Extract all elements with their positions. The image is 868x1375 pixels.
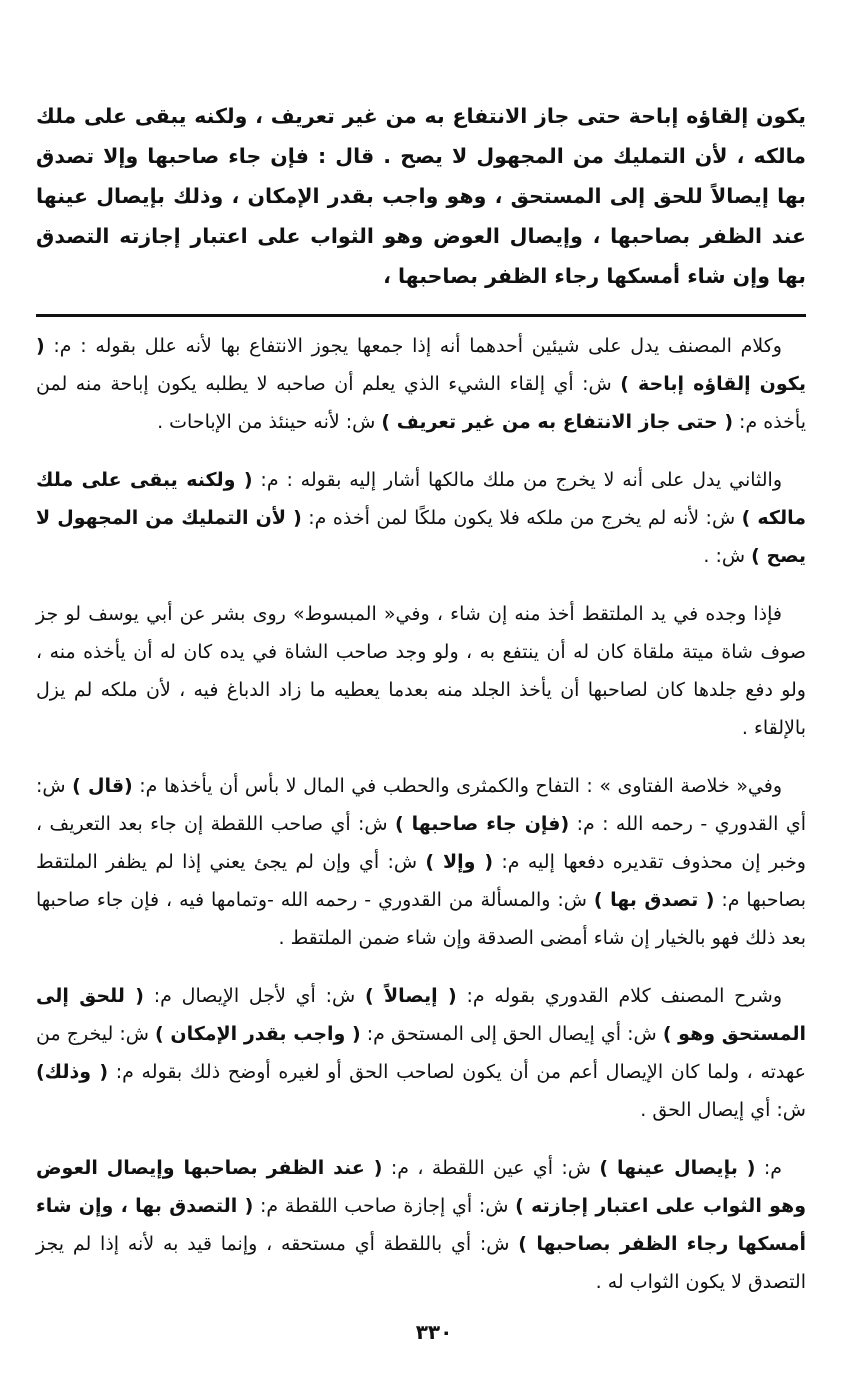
commentary-text: فإذا وجده في يد الملتقط أخذ منه إن شاء ، وفي« المبسوط» روى بشر عن أبي يوسف لو جز صوف شاة ميتة ملقاة كان له أن ينتفع به ، ولو وجد صاحب الشاة في يده كان له أن يأخذه منه ، ولو دفع جلدها كان لصاحبها أن يأخذ الجلد منه بعدما يعطيه ما زاد الدباغ فيه ، لأن ملكه لم يزل بالإلقاء . (36, 603, 806, 739)
commentary-text: ش: لأنه حينئذ من الإباحات . (157, 411, 382, 433)
commentary-paragraph (36, 595, 806, 747)
commentary-text: وشرح المصنف كلام القدوري بقوله م: (456, 985, 783, 1007)
quoted-text: (قال ) (72, 775, 133, 797)
commentary-text: ش: أي صاحب اللقطة إن جاء بعد التعريف ، وخبر إن محذوف تقديره دفعها إليه م: (36, 813, 806, 873)
quoted-text: ( عند الظفر بصاحبها وإيصال العوض وهو الثواب على اعتبار إجازته ) (36, 1157, 807, 1217)
page-number: ٣٣٠ (415, 1320, 453, 1344)
commentary-text: ش: أي القدوري - رحمه الله : م: (36, 775, 806, 835)
commentary-paragraph (36, 327, 806, 441)
commentary-text: ش: أي إجازة صاحب اللقطة م: (253, 1195, 516, 1217)
commentary-text: ش: أي لأجل الإيصال م: (143, 985, 365, 1007)
page-content (36, 96, 806, 1321)
commentary-paragraph (36, 1149, 806, 1301)
commentary-text: وكلام المصنف يدل على شيئين أحدهما أنه إذا جمعها يجوز الانتفاع بها لأنه علل بقوله : م: (44, 335, 782, 357)
quoted-text: ( ولكنه يبقى على ملك مالكه ) (36, 469, 807, 529)
commentary-text: م: (755, 1157, 782, 1179)
commentary-text: وفي« خلاصة الفتاوى » : التفاح والكمثرى والحطب في المال لا بأس أن يأخذها م: (132, 775, 783, 797)
quoted-text: (فإن جاء صاحبها ) (394, 813, 570, 835)
commentary (36, 327, 806, 1301)
commentary-text: والثاني يدل على أنه لا يخرج من ملك مالكها أشار إليه بقوله : م: (252, 469, 783, 491)
quoted-text: ( واجب بقدر الإمكان ) (155, 1023, 361, 1045)
quoted-text: ( بإيصال عينها ) (599, 1157, 756, 1179)
quoted-text: ( لأن التمليك من المجهول لا يصح ) (36, 507, 806, 567)
quoted-text: ( للحق إلى المستحق وهو ) (36, 985, 806, 1045)
footnote-divider (36, 314, 806, 317)
commentary-text: ش: أي إيصال الحق إلى المستحق م: (360, 1023, 663, 1045)
commentary-text: ش: أي وإن لم يجئ يعني إذا لم يظفر الملتقط بصاحبها م: (36, 851, 807, 911)
quoted-text: ( يكون إلقاؤه إباحة ) (36, 335, 806, 395)
quoted-text: ( إيصالاً ) (364, 985, 457, 1007)
quoted-text: ( تصدق بها ) (593, 889, 715, 911)
commentary-paragraph (36, 767, 806, 957)
quoted-text: ( حتى جاز الانتفاع به من غير تعريف ) (381, 411, 733, 433)
commentary-paragraph (36, 461, 806, 575)
commentary-text: ش: أي باللقطة أي مستحقه ، وإنما قيد به لأنه إذا لم يجز التصدق لا يكون الثواب له . (36, 1233, 806, 1293)
commentary-text: ش: أي إيصال الحق . (640, 1099, 806, 1121)
commentary-text: ش: ليخرج من عهدته ، ولما كان الإيصال أعم من أن يكون لصاحب الحق أو لغيره أوضح ذلك بقوله م: (36, 1023, 807, 1083)
commentary-text: ش: لأنه لم يخرج من ملكه فلا يكون ملكًا لمن أخذه م: (301, 507, 742, 529)
quoted-text: ( وإلا ) (425, 851, 494, 873)
quoted-text: ( وذلك) (36, 1061, 109, 1083)
commentary-text: ش: أي عين اللقطة ، م: (382, 1157, 600, 1179)
main-text: يكون إلقاؤه إباحة حتى جاز الانتفاع به من غير تعريف ، ولكنه يبقى على ملك مالكه ، لأن التمليك من المجهول لا يصح . قال : فإن جاء صاحبها وإلا تصدق بها إيصالاً للحق إلى المستحق ، وهو واجب بقدر الإمكان ، وذلك بإيصال عينها عند الظفر بصاحبها ، وإيصال العوض وهو الثواب على اعتبار إجازته التصدق بها وإن شاء أمسكها رجاء الظفر بصاحبها ، (36, 104, 806, 288)
commentary-text: ش: أي إلقاء الشيء الذي يعلم أن صاحبه لا يطلبه يكون إباحة منه لمن يأخذه م: (36, 373, 806, 433)
quoted-text: ( التصدق بها ، وإن شاء أمسكها رجاء الظفر بصاحبها ) (36, 1195, 806, 1255)
commentary-text: ش: . (703, 545, 752, 567)
commentary-paragraph (36, 977, 806, 1129)
commentary-text: ش: والمسألة من القدوري - رحمه الله -وتمامها فيه ، فإن جاء صاحبها بعد ذلك فهو بالخيار إن شاء أمضى الصدقة وإن شاء ضمن الملتقط . (36, 889, 806, 949)
